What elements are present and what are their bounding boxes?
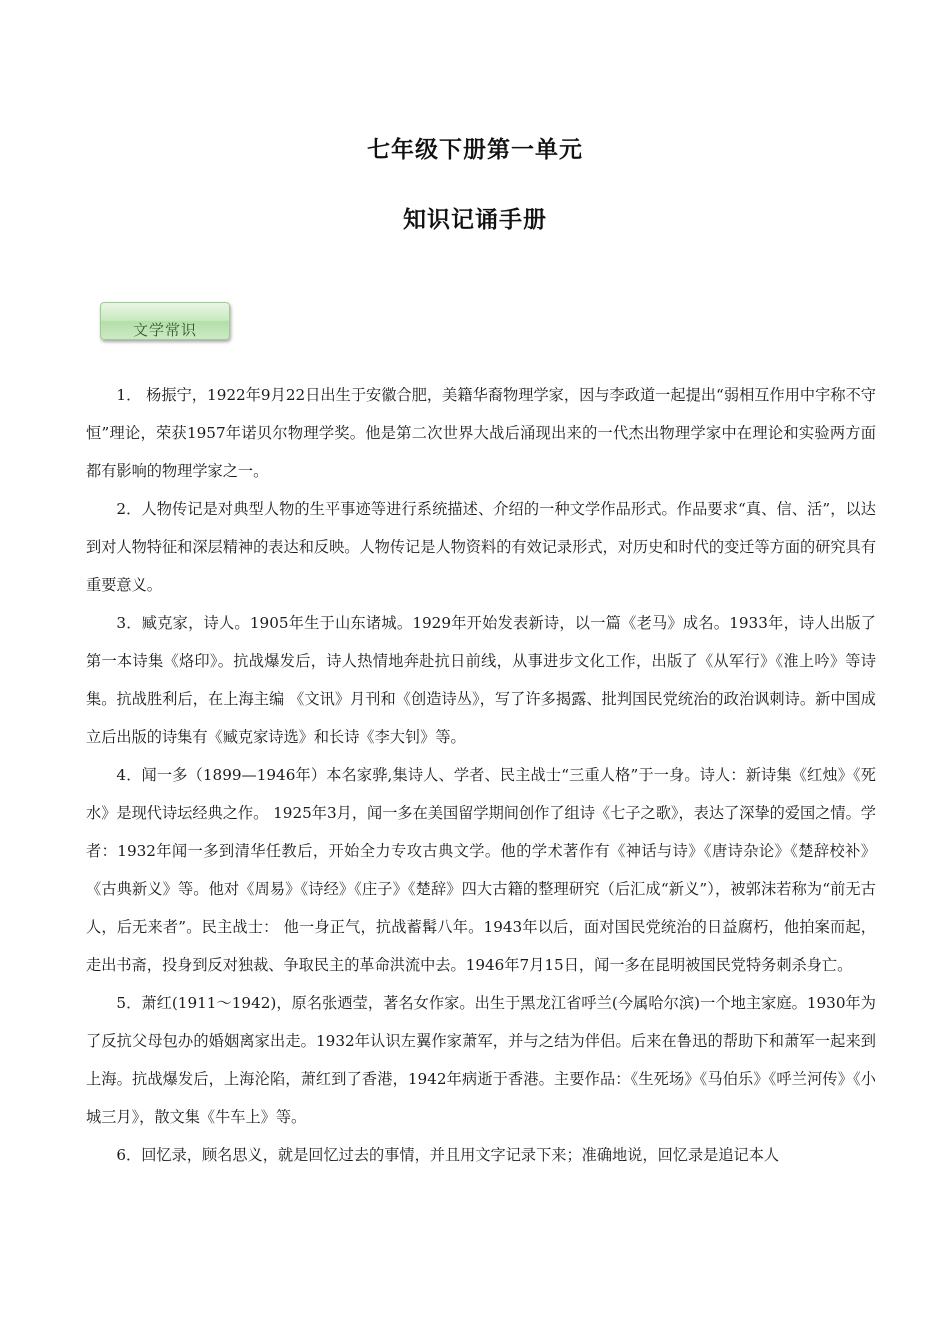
paragraph-4: 4．闻一多（1899—1946年）本名家骅,集诗人、学者、民主战士“三重人格”于一身。诗人：新诗集《红烛》《死水》是现代诗坛经典之作。 1925年3月，闻一多在美国留学期间创作了组诗《七子之歌》，表达了深挚的爱国之情。学者：1932年闻一多到清华任教后，开始全力专攻古典文学。他的学术著作有《神话与诗》《唐诗杂论》《楚辞校补》《古典新义》等。他对《周易》《诗经》《庄子》《楚辞》四大古籍的整理研究（后汇成“新义”），被郭沫若称为“前无古人，后无来者”。民主战士： 他一身正气，抗战蓄髯八年。1943年以后，面对国民党统治的日益腐朽，他拍案而起，走出书斋，投身到反对独裁、争取民主的革命洪流中去。1946年7月15日，闻一多在昆明被国民党特务刺杀身亡。	[86, 766, 876, 974]
paragraph-6: 6．回忆录，顾名思义，就是回忆过去的事情，并且用文字记录下来；准确地说，回忆录是追记本人	[116, 1146, 780, 1164]
document-body	[86, 376, 876, 1174]
document-subtitle: 知识记诵手册	[403, 207, 547, 233]
paragraph-3: 3．臧克家，诗人。1905年生于山东诸城。1929年开始发表新诗，以一篇《老马》成名。1933年，诗人出版了第一本诗集《烙印》。抗战爆发后，诗人热情地奔赴抗日前线，从事进步文化工作，出版了《从军行》《淮上吟》等诗集。抗战胜利后，在上海主编 《文讯》月刊和《创造诗丛》，写了许多揭露、批判国民党统治的政治讽刺诗。新中国成立后出版的诗集有《臧克家诗选》和长诗《李大钊》等。	[86, 614, 876, 746]
paragraph-5: 5．萧红(1911～1942)，原名张迺莹，著名女作家。出生于黑龙江省呼兰(今属哈尔滨)一个地主家庭。1930年为了反抗父母包办的婚姻离家出走。1932年认识左翼作家萧军，并与之结为伴侣。后来在鲁迅的帮助下和萧军一起来到上海。抗战爆发后，上海沦陷，萧红到了香港，1942年病逝于香港。主要作品：《生死场》《马伯乐》《呼兰河传》《小城三月》，散文集《牛车上》等。	[86, 994, 876, 1126]
paragraph-2: 2．人物传记是对典型人物的生平事迹等进行系统描述、介绍的一种文学作品形式。作品要求“真、信、活”，以达到对人物特征和深层精神的表达和反映。人物传记是人物资料的有效记录形式，对历史和时代的变迁等方面的研究具有重要意义。	[86, 500, 876, 594]
section-tag-label: 文学常识	[132, 321, 197, 339]
paragraph-1: 1． 杨振宁，1922年9月22日出生于安徽合肥，美籍华裔物理学家，因与李政道一起提出“弱相互作用中宇称不守恒”理论，荣获1957年诺贝尔物理学奖。他是第二次世界大战后涌现出来的一代杰出物理学家中在理论和实验两方面都有影响的物理学家之一。	[86, 386, 876, 480]
section-tag-literary-knowledge	[100, 302, 230, 340]
document-title: 七年级下册第一单元	[367, 137, 583, 163]
